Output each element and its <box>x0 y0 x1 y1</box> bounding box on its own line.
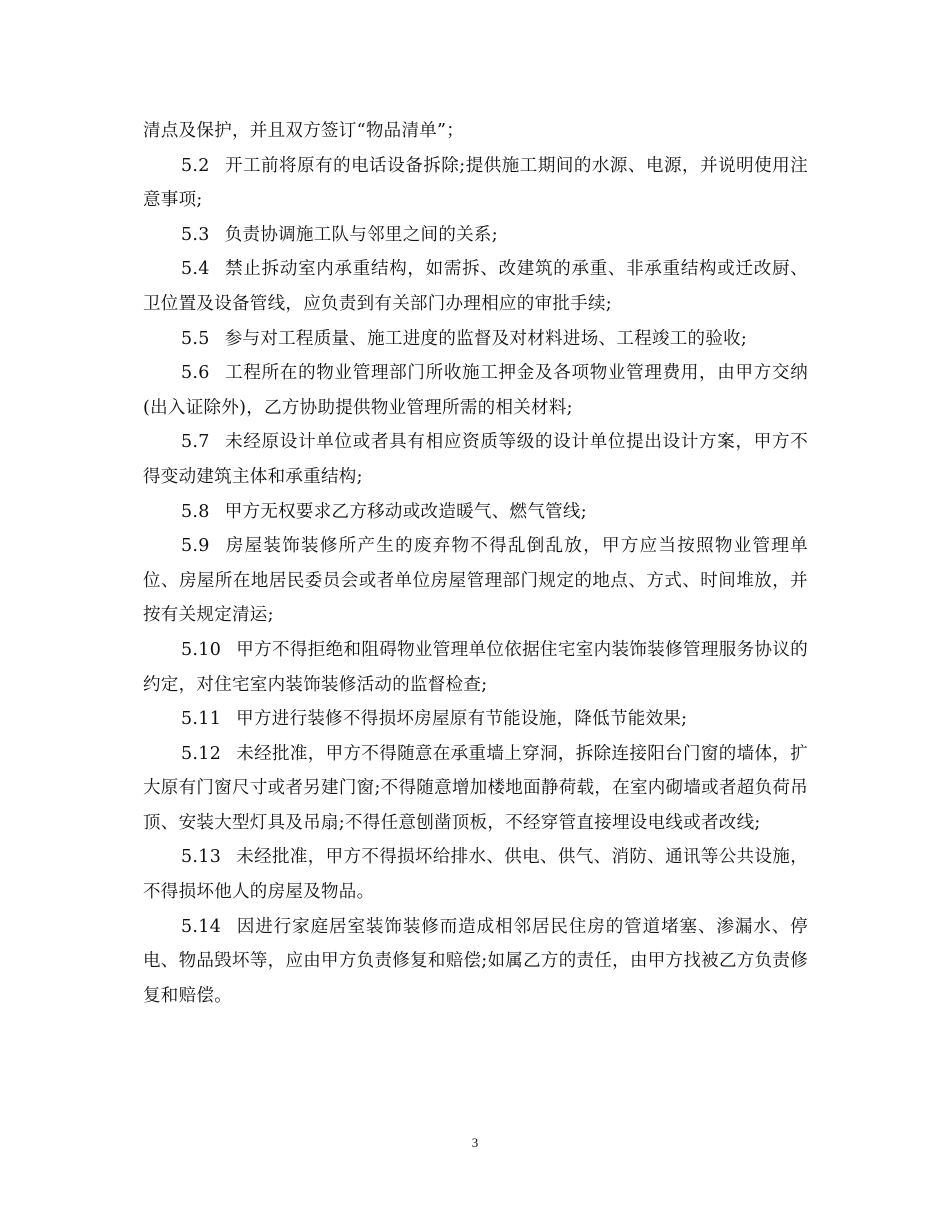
clause-text: 房屋装饰装修所产生的废弃物不得乱倒乱放，甲方应当按照物业管理单位、房屋所在地居民委员会或者单位房屋管理部门规定的地点、方式、时间堆放，并按有关规定清运; <box>143 536 808 626</box>
continuation-paragraph: 清点及保护，并且双方签订“物品清单”； <box>143 121 465 141</box>
clause-text: 工程所在的物业管理部门所收施工押金及各项物业管理费用，由甲方交纳(出入证除外)，乙方协助提供物业管理所需的相关材料; <box>143 363 808 418</box>
clause-number: 5.6 <box>181 363 210 384</box>
clause-number: 5.4 <box>181 259 210 280</box>
clause-number: 5.10 <box>181 639 222 660</box>
clause-text: 甲方无权要求乙方移动或改造暖气、燃气管线; <box>224 501 587 522</box>
clause-text: 禁止拆动室内承重结构，如需拆、改建筑的承重、非承重结构或迁改厨、卫位置及设备管线，应负责到有关部门办理相应的审批手续; <box>143 259 808 314</box>
clause-text: 甲方不得拒绝和阻碍物业管理单位依据住宅室内装饰装修管理服务协议的约定，对住宅室内装饰装修活动的监督检查; <box>143 639 808 695</box>
clause-5-8 <box>143 495 808 530</box>
clause-5-12 <box>143 737 808 841</box>
clause-number: 5.11 <box>181 709 222 730</box>
clause-number: 5.3 <box>181 224 210 245</box>
clause-number: 5.2 <box>181 155 210 176</box>
clause-5-6 <box>143 356 808 425</box>
clause-5-9 <box>143 529 808 633</box>
page-number: 3 <box>471 1135 479 1150</box>
clause-text: 开工前将原有的电话设备拆除;提供施工期间的水源、电源，并说明使用注意事项; <box>143 155 808 211</box>
clause-number: 5.7 <box>181 432 210 453</box>
clause-text: 甲方进行装修不得损坏房屋原有节能设施，降低节能效果; <box>236 709 688 730</box>
clause-text: 参与对工程质量、施工进度的监督及对材料进场、工程竣工的验收; <box>224 328 748 349</box>
clause-number: 5.13 <box>181 847 222 868</box>
clause-text: 未经批准，甲方不得损坏给排水、供电、供气、消防、通讯等公共设施，不得损坏他人的房屋及物品。 <box>143 847 808 903</box>
clause-number: 5.9 <box>181 536 210 557</box>
clause-text: 未经原设计单位或者具有相应资质等级的设计单位提出设计方案，甲方不得变动建筑主体和承重结构; <box>143 432 808 487</box>
clause-5-10 <box>143 633 808 702</box>
body-text <box>143 114 808 1013</box>
clause-number: 5.14 <box>181 916 222 937</box>
clause-5-11 <box>143 702 808 737</box>
clause-5-2 <box>143 149 808 218</box>
clause-5-7 <box>143 425 808 494</box>
clause-number: 5.8 <box>181 501 210 522</box>
clause-5-5 <box>143 322 808 357</box>
clause-text: 未经批准，甲方不得随意在承重墙上穿洞，拆除连接阳台门窗的墙体，扩大原有门窗尺寸或者另建门窗;不得随意增加楼地面静荷载，在室内砌墙或者超负荷吊顶、安装大型灯具及吊扇;不得任意刨凿顶板，不经穿管直接埋设电线或者改线; <box>143 743 808 833</box>
clause-number: 5.12 <box>181 743 222 764</box>
clause-5-4 <box>143 252 808 321</box>
clause-5-3 <box>143 218 808 253</box>
clause-text: 负责协调施工队与邻里之间的关系; <box>224 224 498 245</box>
clause-5-14 <box>143 910 808 1014</box>
clause-number: 5.5 <box>181 328 210 349</box>
clause-text: 因进行家庭居室装饰装修而造成相邻居民住房的管道堵塞、渗漏水、停电、物品毁坏等，应由甲方负责修复和赔偿;如属乙方的责任，由甲方找被乙方负责修复和赔偿。 <box>143 916 808 1006</box>
clause-5-13 <box>143 840 808 909</box>
